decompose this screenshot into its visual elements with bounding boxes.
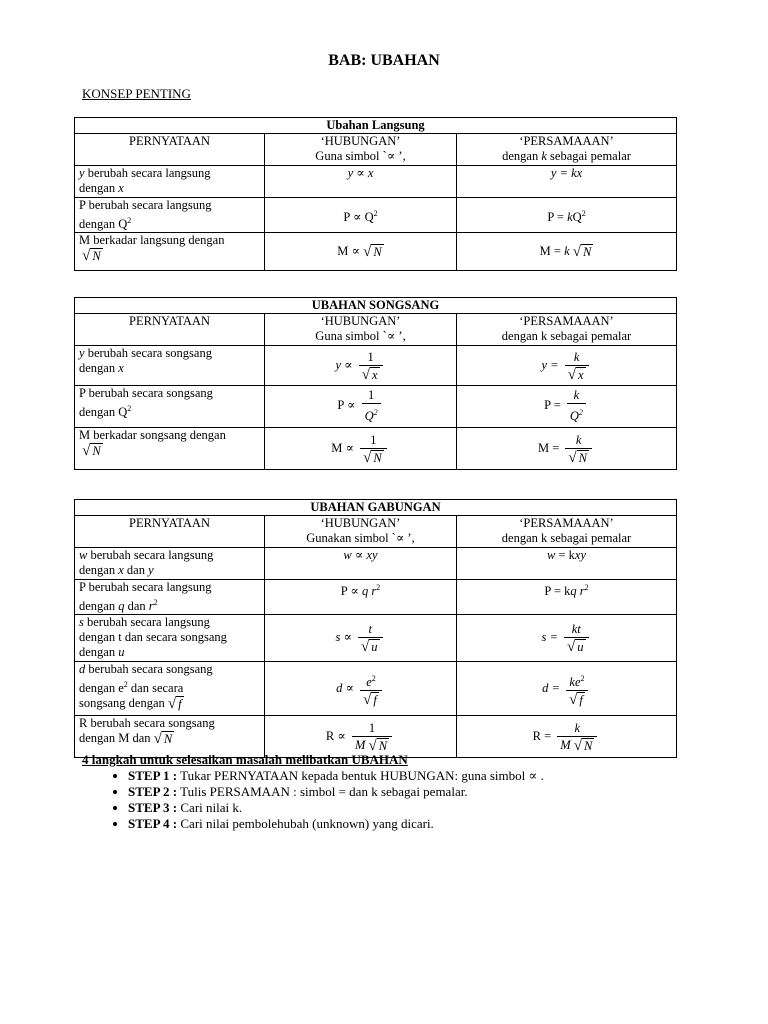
table-row: [75, 166, 677, 198]
column-header-equation: ‘PERSAMAAAN’ dengan k sebagai pemalar: [457, 516, 677, 548]
statement-cell: w berubah secara langsung dengan x dan y: [75, 548, 265, 580]
column-header-equation: ‘PERSAMAAAN’ dengan k sebagai pemalar: [457, 314, 677, 346]
statement-cell: M berkadar langsung dengan √ N: [75, 233, 265, 271]
relation-cell: R ∝ 1 M √ N: [265, 716, 457, 758]
table-row: [75, 386, 677, 428]
list-item: • STEP 1 : Tukar PERNYATAAN kepada bentuk HUBUNGAN: guna simbol ∝ .: [128, 768, 544, 784]
relation-cell: y ∝ x: [265, 166, 457, 198]
equation-cell: M = k √ N: [457, 233, 677, 271]
relation-cell: y ∝ 1 √ x: [265, 346, 457, 386]
column-header-statement: PERNYATAAN: [75, 516, 265, 548]
relation-cell: s ∝ t √ u: [265, 615, 457, 662]
column-header-relation: ‘HUBUNGAN’ Guna simbol `∝ ’,: [265, 314, 457, 346]
relation-cell: $P \propto Q^2$: [265, 198, 457, 233]
table-title: Ubahan Langsung: [75, 118, 677, 134]
equation-cell: w = kxy: [457, 548, 677, 580]
statement-cell: y berubah secara songsang dengan x: [75, 346, 265, 386]
table-row: [75, 233, 677, 271]
statement-cell: s berubah secara langsung dengan t dan secara songsang dengan u: [75, 615, 265, 662]
table-row: [75, 548, 677, 580]
column-header-relation: ‘HUBUNGAN’ Guna simbol `∝ ’,: [265, 134, 457, 166]
column-header-relation: ‘HUBUNGAN’ Gunakan simbol `∝ ’,: [265, 516, 457, 548]
statement-cell: y berubah secara langsung dengan x: [75, 166, 265, 198]
equation-cell: R = k M √ N: [457, 716, 677, 758]
column-header-statement: PERNYATAAN: [75, 314, 265, 346]
equation-cell: y = kx: [457, 166, 677, 198]
equation-cell: d = $ke^2$ √ f: [457, 662, 677, 716]
table-title: UBAHAN SONGSANG: [75, 298, 677, 314]
statement-cell: M berkadar songsang dengan √ N: [75, 428, 265, 470]
statement-cell: P berubah secara langsung dengan $Q^2$: [75, 198, 265, 233]
equation-cell: P = $\frac{k}{Q^2}$: [457, 386, 677, 428]
inverse-variation-table: [74, 297, 677, 470]
equation-cell: y = k √ x: [457, 346, 677, 386]
table-row: [75, 615, 677, 662]
table-title: UBAHAN GABUNGAN: [75, 500, 677, 516]
equation-cell: M = k √ N: [457, 428, 677, 470]
list-item: • STEP 2 : Tulis PERSAMAAN : simbol = dan k sebagai pemalar.: [128, 784, 544, 800]
table-row: [75, 198, 677, 233]
steps-heading: 4 langkah untuk selesaikan masalah melibatkan UBAHAN: [82, 752, 408, 767]
section-heading: KONSEP PENTING: [82, 86, 191, 101]
equation-cell: P = kq $r^2$: [457, 580, 677, 615]
relation-cell: d ∝ $e^2$ √ f: [265, 662, 457, 716]
joint-variation-table: [74, 499, 677, 758]
table-row: [75, 662, 677, 716]
list-item: • STEP 3 : Cari nilai k.: [128, 800, 544, 816]
equation-cell: s = kt √ u: [457, 615, 677, 662]
relation-cell: P ∝ q $r^2$: [265, 580, 457, 615]
list-item: • STEP 4 : Cari nilai pembolehubah (unknown) yang dicari.: [128, 816, 544, 832]
statement-cell: R berubah secara songsang dengan M dan √ N: [75, 716, 265, 758]
direct-variation-table: [74, 117, 677, 271]
relation-cell: P ∝ $\frac{1}{Q^2}$: [265, 386, 457, 428]
table-row: [75, 428, 677, 470]
statement-cell: P berubah secara langsung dengan q dan $r^2$: [75, 580, 265, 615]
column-header-statement: PERNYATAAN: [75, 134, 265, 166]
column-header-equation: ‘PERSAMAAAN’ dengan k sebagai pemalar: [457, 134, 677, 166]
equation-cell: $P = kQ^2$: [457, 198, 677, 233]
page-title: BAB: UBAHAN: [328, 52, 440, 69]
steps-list: [112, 768, 544, 832]
statement-cell: P berubah secara songsang dengan $Q^2$: [75, 386, 265, 428]
table-row: [75, 580, 677, 615]
statement-cell: d berubah secara songsang dengan $e^2$ dan secara songsang dengan √ f: [75, 662, 265, 716]
relation-cell: M ∝ 1 √ N: [265, 428, 457, 470]
relation-cell: M ∝ √ N: [265, 233, 457, 271]
table-row: [75, 346, 677, 386]
relation-cell: w ∝ xy: [265, 548, 457, 580]
